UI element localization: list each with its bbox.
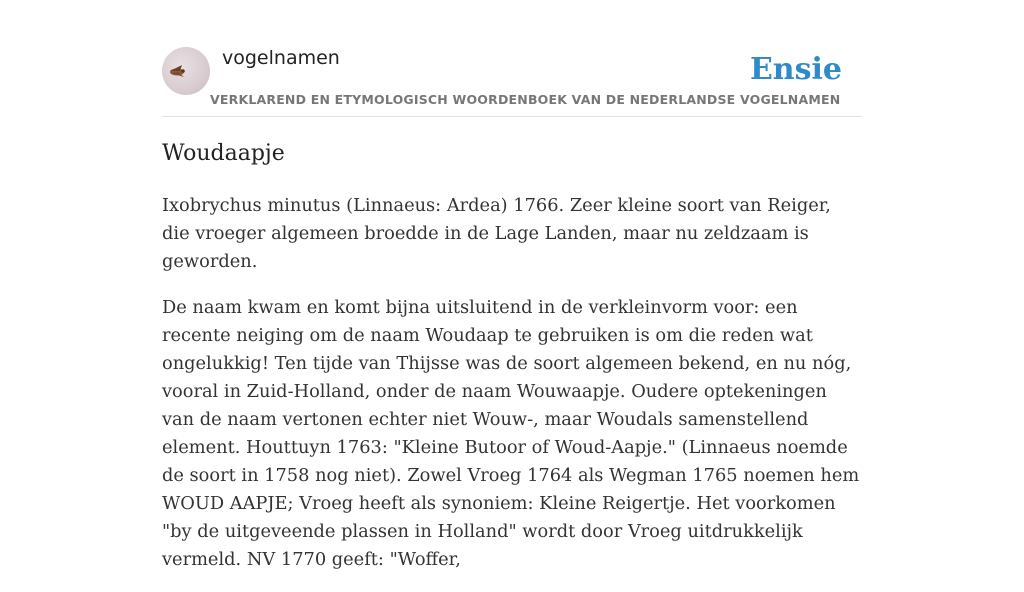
bird-icon (162, 47, 210, 95)
site-name-link[interactable]: vogelnamen (222, 47, 340, 69)
site-avatar[interactable] (162, 47, 210, 95)
article (162, 138, 862, 592)
site-subtitle: VERKLAREND EN ETYMOLOGISCH WOORDENBOEK VAN DE NEDERLANDSE VOGELNAMEN (210, 92, 841, 107)
site-header (162, 46, 862, 117)
ensie-logo[interactable]: Ensie (749, 52, 842, 87)
article-paragraph: Ixobrychus minutus (Linnaeus: Ardea) 1766. Zeer kleine soort van Reiger, die vroeger algemeen broedde in de Lage Landen, maar nu zeldzaam is geworden. (162, 195, 831, 272)
article-title: Woudaapje (162, 141, 285, 166)
article-paragraph: De naam kwam en komt bijna uitsluitend in de verkleinvorm voor: een recente neiging om de naam Woudaap te gebruiken is om die reden wat ongelukkig! Ten tijde van Thijsse was de soort algemeen bekend, en nu nóg, vooral in Zuid-Holland, onder de naam Wouwaapje. Oudere optekeningen van de naam vertonen echter niet Wouw-, maar Woudals samenstellend element. Houttuyn 1763: "Kleine Butoor of Woud-Aapje." (Linnaeus noemde de soort in 1758 nog niet). Zowel Vroeg 1764 als Wegman 1765 noemen hem WOUD AAPJE; Vroeg heeft als synoniem: Kleine Reigertje. Het voorkomen "by de uitgeveende plassen in Holland" wordt door Vroeg uitdrukkelijk vermeld. NV 1770 geeft: "Woffer, (162, 297, 860, 570)
